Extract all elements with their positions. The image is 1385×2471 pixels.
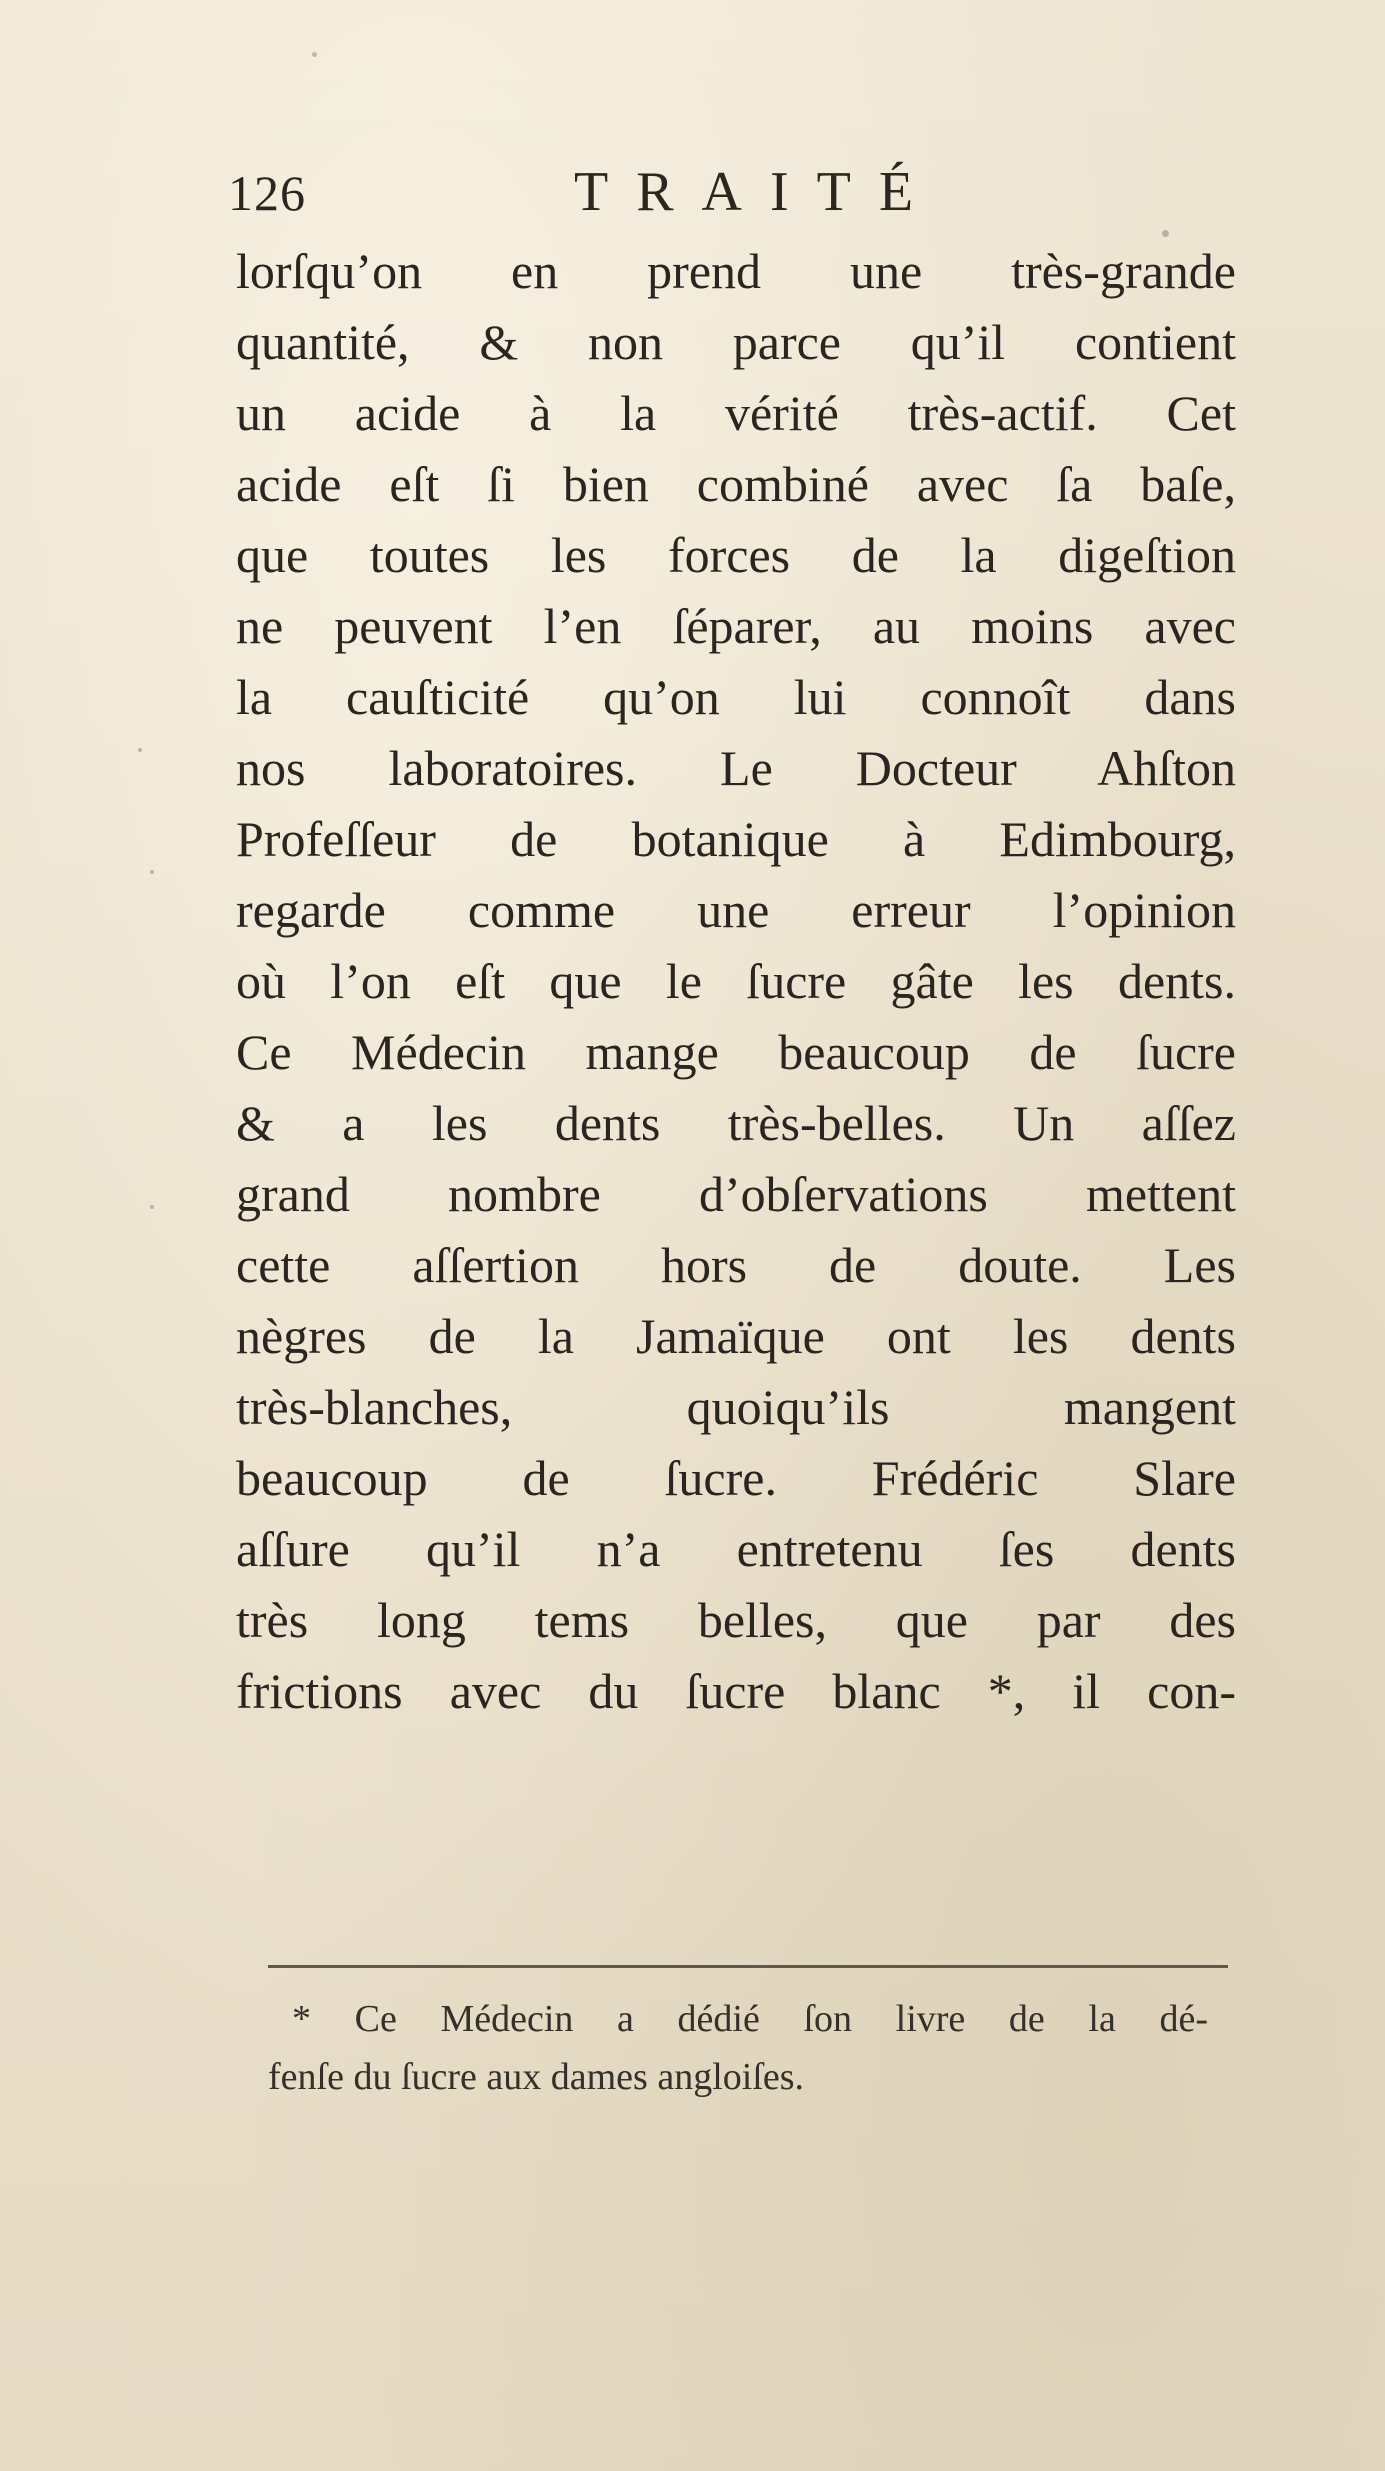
- text-line: très long tems belles, que par des: [236, 1592, 1236, 1648]
- running-title: TRAITÉ: [574, 161, 942, 223]
- text-line: où l’on eſt que le ſucre gâte les dents.: [236, 953, 1236, 1009]
- page-header: [216, 150, 1116, 230]
- text-line: lorſqu’on en prend une très-grande: [236, 243, 1236, 299]
- text-line: nègres de la Jamaïque ont les dents: [236, 1308, 1236, 1364]
- text-line: très-blanches, quoiqu’ils mangent: [236, 1379, 1236, 1435]
- page-number: 126: [228, 165, 306, 221]
- text-line: regarde comme une erreur l’opinion: [236, 882, 1236, 938]
- text-line: acide eſt ſi bien combiné avec ſa baſe,: [236, 456, 1236, 512]
- text-line: & a les dents très-belles. Un aſſez: [236, 1095, 1236, 1151]
- text-line: aſſure qu’il n’a entretenu ſes dents: [236, 1521, 1236, 1577]
- text-line: la cauſticité qu’on lui connoît dans: [236, 669, 1236, 725]
- text-line: que toutes les forces de la digeſtion: [236, 527, 1236, 583]
- footnote-line: * Ce Médecin a dédié ſon livre de la dé-: [292, 1998, 1208, 2040]
- paper-speck: [138, 748, 142, 752]
- text-line: Ce Médecin mange beaucoup de ſucre: [236, 1024, 1236, 1080]
- text-line: beaucoup de ſucre. Frédéric Slare: [236, 1450, 1236, 1506]
- paper-speck: [150, 870, 154, 874]
- text-line: cette aſſertion hors de doute. Les: [236, 1237, 1236, 1293]
- text-line: frictions avec du ſucre blanc *, il con-: [236, 1663, 1236, 1719]
- text-line: quantité, & non parce qu’il contient: [236, 314, 1236, 370]
- text-line: un acide à la vérité très-actif. Cet: [236, 385, 1236, 441]
- footnote-divider: [268, 1965, 1228, 1968]
- text-line: grand nombre d’obſervations mettent: [236, 1166, 1236, 1222]
- footnote: [268, 1990, 1208, 2106]
- paper-speck: [312, 52, 317, 57]
- body-text: [236, 236, 1236, 1727]
- text-line: ne peuvent l’en ſéparer, au moins avec: [236, 598, 1236, 654]
- footnote-line: fenſe du ſucre aux dames angloiſes.: [268, 2056, 805, 2098]
- text-line: nos laboratoires. Le Docteur Ahſton: [236, 740, 1236, 796]
- text-line: Profeſſeur de botanique à Edimbourg,: [236, 811, 1236, 867]
- paper-speck: [150, 1205, 154, 1209]
